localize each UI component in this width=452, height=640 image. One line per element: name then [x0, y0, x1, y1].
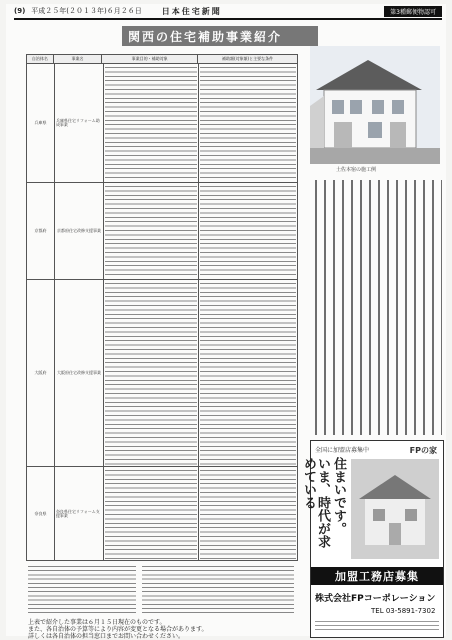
program-name-cell: 奈良県住宅リフォーム支援事業 [55, 467, 104, 561]
ad-banner: 加盟工務店募集 [311, 567, 443, 585]
column-header: 自治体名 [27, 55, 54, 63]
ad-phone: TEL 03-5891-7302 [371, 607, 436, 615]
amount-cell [199, 280, 297, 466]
city-cell: 京都府 [27, 183, 55, 279]
photo-caption: 土佐本宿の施工例 [336, 167, 377, 173]
purpose-cell [104, 64, 199, 182]
amount-cell [199, 183, 297, 279]
issue-date: 平成２５年(２０１３年)６月２６日 [31, 7, 142, 15]
house-illustration [310, 46, 440, 164]
newspaper-page [6, 4, 446, 640]
city-cell: 兵庫県 [27, 64, 55, 182]
city-cell: 大阪府 [27, 280, 55, 466]
section-label: 第3種郵便物認可 [384, 6, 442, 17]
ad-headline: いま、時代が求めている [301, 457, 330, 548]
ad-headline: 住まいです。 [331, 457, 346, 535]
ad-address [315, 619, 439, 631]
ad-top-label: 全国に加盟店募集中 [315, 447, 370, 454]
column-header: 補助額(対象額)と主要な条件 [222, 55, 274, 61]
ad-image [351, 459, 439, 559]
ad-company-name: 株式会社FPコーポレーション [315, 594, 436, 604]
newspaper-name: 日本住宅新聞 [161, 5, 222, 16]
purpose-cell [104, 467, 199, 561]
ad-brand-label: FPの家 [409, 446, 437, 455]
page-header [14, 4, 442, 20]
table-header [27, 55, 297, 64]
program-name-cell: 大阪府住宅改修支援事業 [55, 280, 104, 466]
notes-text-block [28, 564, 136, 616]
advertisement [301, 440, 444, 638]
purpose-cell [104, 183, 199, 279]
subsidy-table [26, 54, 298, 561]
page-number: (9) [14, 7, 26, 15]
house-photo [310, 46, 440, 164]
table-row [27, 183, 297, 280]
footer-line: 詳しくは各自治体の担当窓口までお問い合わせください。 [28, 633, 185, 640]
footer-line: 上表で紹介した事業は６月１５日現在のものです。 [28, 619, 166, 626]
footer-line: また、各自治体の予算等により内容が変更となる場合があります。 [28, 626, 208, 633]
purpose-cell [104, 280, 199, 466]
city-cell: 奈良県 [27, 467, 55, 561]
table-row [27, 64, 297, 183]
program-name-cell: 京都府住宅改修支援事業 [55, 183, 104, 279]
footer-note [28, 619, 298, 640]
amount-cell [199, 64, 297, 182]
article-headline: 関西の住宅補助事業紹介 [122, 26, 318, 46]
ad-building-illustration [351, 459, 439, 559]
column-header: 事業目的・補助対象 [102, 55, 198, 63]
article-body-vertical [312, 180, 442, 435]
notes-text-block [142, 564, 294, 616]
table-row [27, 467, 297, 561]
program-name-cell: 兵庫県住宅リフォーム助成事業 [55, 64, 104, 182]
column-header: 事業名 [54, 55, 102, 63]
table-row [27, 280, 297, 467]
amount-cell [199, 467, 297, 561]
